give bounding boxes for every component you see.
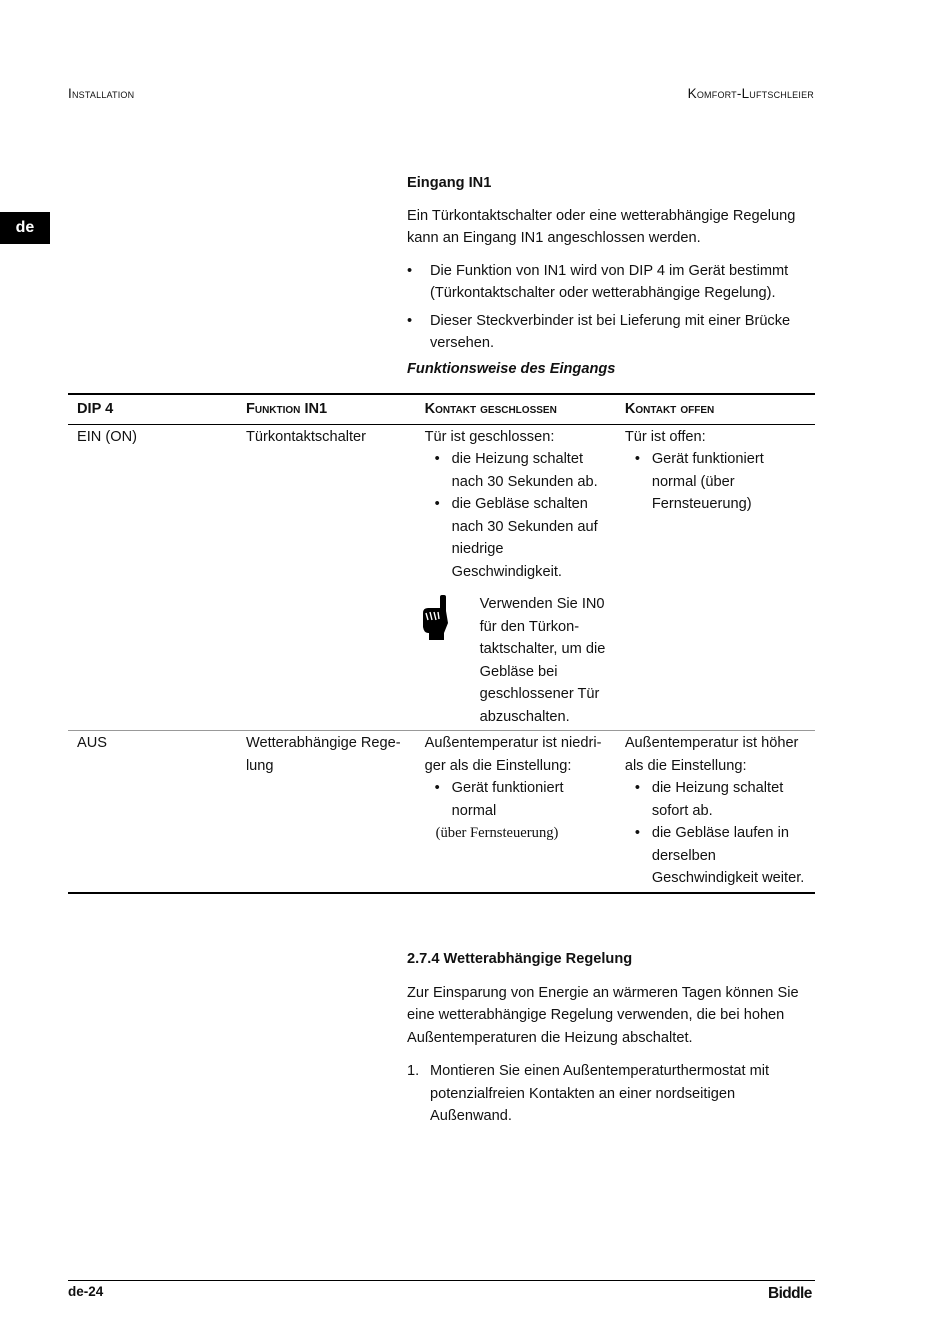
brand-logo: Biddle <box>768 1285 812 1302</box>
bullet-list <box>625 777 811 890</box>
table-cell <box>416 731 616 893</box>
function-table <box>68 393 815 894</box>
table-caption: Funktionsweise des Eingangs <box>407 361 616 377</box>
section-paragraph: Zur Einsparung von Energie an wärmeren Tagen können Sie eine wetterabhängige Regelung verwenden, die bei hohen Außentemperaturen die Heizung abschaltet. <box>407 984 799 1046</box>
page-number: de-24 <box>68 1284 104 1299</box>
list-item: • die Heizung schaltet sofort ab. <box>625 777 811 822</box>
pointing-hand-icon <box>420 593 452 641</box>
table-row <box>68 424 815 731</box>
bullet-list <box>425 448 612 583</box>
cell-intro: Außentemperatur ist höher als die Einstellung: <box>624 735 799 774</box>
running-header-left: Installation <box>68 86 135 101</box>
list-item: • Die Funktion von IN1 wird von DIP 4 im Gerät bestimmt (Türkontaktschalter oder wetterabhängige Regelung). <box>407 260 817 305</box>
step-text: Montieren Sie einen Außentemperaturthermostat mit potenzialfreien Kontakten an einer nordseitigen Außenwand. <box>430 1063 770 1124</box>
note-text: Verwenden Sie IN0 für den Türkontaktschalter, um die Gebläse bei geschlossener Tür abzuschalten. <box>479 596 606 725</box>
table-cell <box>416 424 616 731</box>
column-header: DIP 4 <box>68 394 237 424</box>
running-header-right: Komfort-Luftschleier <box>687 86 814 101</box>
bullet-list <box>625 448 811 516</box>
section-in1 <box>407 172 817 355</box>
table-cell: Türkontaktschalter <box>237 424 416 731</box>
list-item: • die Gebläse laufen in derselben Geschwindigkeit weiter. <box>625 822 811 890</box>
cell-intro: Tür ist offen: <box>624 428 706 445</box>
table-row <box>68 731 815 893</box>
table-cell <box>616 424 815 731</box>
cell-intro: Tür ist geschlossen: <box>424 428 555 445</box>
numbered-list <box>407 1060 817 1128</box>
step-number: 1. <box>407 1063 420 1079</box>
section-title: 2.7.4 Wetterabhängige Regelung <box>407 951 633 967</box>
bullet-list <box>425 777 612 822</box>
column-header: Kontakt geschlossen <box>416 394 616 424</box>
table-cell: EIN (ON) <box>68 424 237 731</box>
list-item: • Gerät funktioniert normal (über Fernsteuerung) <box>625 448 811 516</box>
list-item: • die Gebläse schalten nach 30 Sekunden auf niedrige Geschwindigkeit. <box>425 493 612 583</box>
table-cell: Wetterabhängige Regelung <box>245 735 401 774</box>
list-item: • Gerät funktioniert normal <box>425 777 612 822</box>
language-tab: de <box>0 212 50 244</box>
list-item <box>407 1060 817 1128</box>
cell-extra-text: (über Fernsteuerung) <box>435 825 559 841</box>
column-header: Kontakt offen <box>616 394 815 424</box>
section-title: Eingang IN1 <box>407 175 492 191</box>
list-item: • die Heizung schaltet nach 30 Sekunden ab. <box>425 448 612 493</box>
note-block <box>425 593 612 728</box>
section-2-7-4 <box>407 948 817 1128</box>
section-paragraph: Ein Türkontaktschalter oder eine wetterabhängige Regelung kann an Eingang IN1 angeschlossen werden. <box>407 207 796 246</box>
table-header-row <box>68 394 815 424</box>
bullet-list <box>407 260 817 355</box>
table-cell: AUS <box>77 735 108 751</box>
footer-divider <box>68 1280 815 1281</box>
table-cell <box>616 731 815 893</box>
list-item: • Dieser Steckverbinder ist bei Lieferung mit einer Brücke versehen. <box>407 310 817 355</box>
column-header: Funktion IN1 <box>237 394 416 424</box>
cell-intro: Außentemperatur ist niedriger als die Einstellung: <box>424 735 602 774</box>
